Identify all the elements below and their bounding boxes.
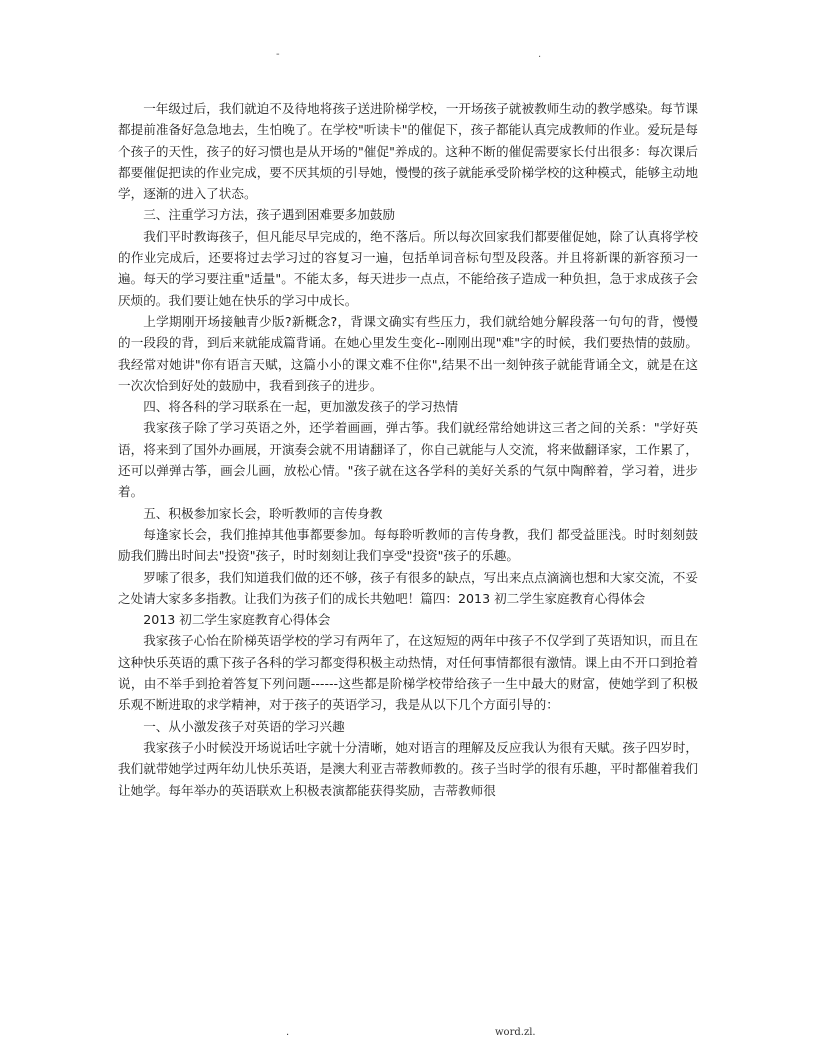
paragraph: 一年级过后，我们就迫不及待地将孩子送进阶梯学校，一开场孩子就被教师生动的教学感染。每节课都提前准备好急急地去，生怕晚了。在学校"听读卡"的催促下，孩子都能认真完成教师的作业。爱玩是每个孩子的天性，孩子的好习惯也是从开场的"催促"养成的。这种不断的催促需要家长付出很多：每次课后都要催促把读的作业完成，要不厌其烦的引导她，慢慢的孩子就能承受阶梯学校的这种模式，能够主动地学，逐渐的进入了状态。 <box>118 101 698 202</box>
header-mark-left: - <box>276 49 280 60</box>
paragraph: 上学期刚开场接触青少版?新概念?，背课文确实有些压力，我们就给她分解段落一句句的背，慢慢的一段段的背，到后来就能成篇背诵。在她心里发生变化--刚刚出现"难"字的时候，我们要热情的鼓励。我经常对她讲"你有语言天赋，这篇小小的课文难不住你",结果不出一刻钟孩子就能背诵全文，就是在这一次次恰到好处的鼓励中，我看到孩子的进步。 <box>118 313 698 393</box>
footer-text: word.zl. <box>495 1027 536 1038</box>
paragraph: 我们平时教诲孩子，但凡能尽早完成的，绝不落后。所以每次回家我们都要催促她，除了认真将学校的作业完成后，还要将过去学习过的容复习一遍，包括单词音标句型及段落。并且将新课的新容预习一遍。每天的学习要注重"适量"。不能太多，每天进步一点点，不能给孩子造成一种负担，急于求成孩子会厌烦的。我们要让她在快乐的学习中成长。 <box>118 228 698 308</box>
paragraph: 我家孩子心怡在阶梯英语学校的学习有两年了，在这短短的两年中孩子不仅学到了英语知识，而且在这种快乐英语的熏下孩子各科的学习都变得积极主动热情，对任何事情都很有激情。课上由不开口到抢着说，由不举手到抢着答复下列问题------这些都是阶梯学校带给孩子一生中最大的财富，使她学到了积极乐观不断进取的求学精神，对于孩子的英语学习，我是从以下几个方面引导的： <box>118 633 698 713</box>
section-heading: 五、积极参加家长会，聆听教师的言传身教 <box>143 505 383 521</box>
footer-mark: . <box>286 1027 290 1038</box>
paragraph: 罗嗦了很多，我们知道我们做的还不够，孩子有很多的缺点，写出来点点滴滴也想和大家交流，不妥之处请大家多多指教。让我们为孩子们的成长共勉吧！篇四：2013 初二学生家庭教育心得体会 <box>118 569 698 606</box>
section-heading: 一、从小激发孩子对英语的学习兴趣 <box>143 718 345 734</box>
paragraph: 我家孩子小时候没开场说话吐字就十分清晰，她对语言的理解及反应我认为很有天赋。孩子四岁时，我们就带她学过两年幼儿快乐英语，是澳大利亚吉蒂教师教的。孩子当时学的很有乐趣，平时都催着我们让她学。每年举办的英语联欢上积极表演都能获得奖励，吉蒂教师很 <box>118 739 698 798</box>
section-heading: 三、注重学习方法，孩子遇到困难要多加鼓励 <box>143 207 396 223</box>
paragraph: 每逢家长会，我们推掉其他事都要参加。每每聆听教师的言传身教，我们 都受益匪浅。时时刻刻鼓励我们腾出时间去"投资"孩子，时时刻刻让我们享受"投资"孩子的乐趣。 <box>118 526 698 564</box>
article-title: 2013 初二学生家庭教育心得体会 <box>143 612 331 628</box>
document-body <box>118 98 698 801</box>
paragraph: 我家孩子除了学习英语之外，还学着画画，弹古筝。我们就经常给她讲这三者之间的关系："学好英语，将来到了国外办画展，开演奏会就不用请翻译了，你自己就能与人交流，将来做翻译家，工作累了，还可以弹弹古筝，画会儿画，放松心情。"孩子就在这各学科的美好关系的气氛中陶醉着，学习着，进步着。 <box>118 420 698 500</box>
header-mark-right: . <box>538 49 542 60</box>
section-heading: 四、将各科的学习联系在一起，更加激发孩子的学习热情 <box>143 399 459 415</box>
